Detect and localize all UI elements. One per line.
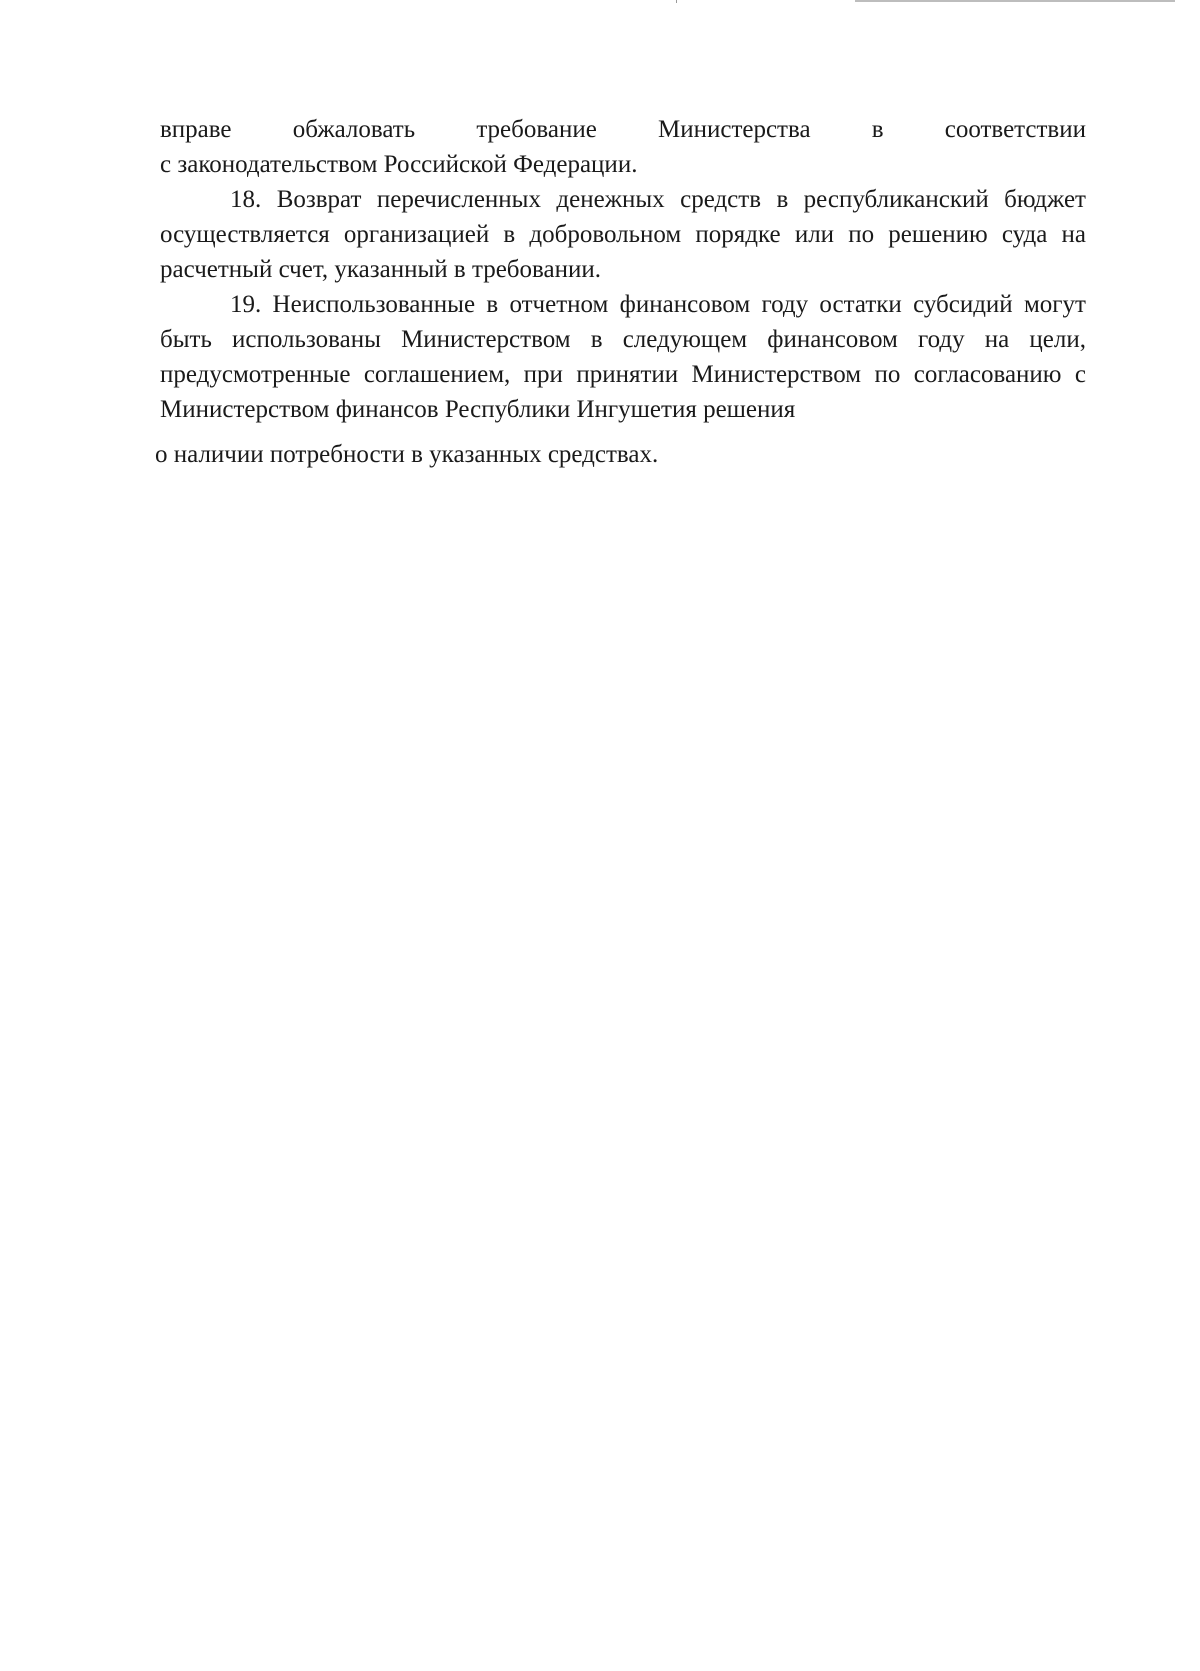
paragraph-19: 19. Неиспользованные в отчетном финансовом году остатки субсидий могут быть использованы Министерством в следующем финансовом году на цели, предусмотренные соглашением, при принятии Министерством по согласованию с Министерством финансов Республики Ингушетия решения [160, 291, 1086, 423]
continuation-line-1: вправе обжаловать требование Министерства в соответствии [160, 116, 1086, 143]
scan-tick [676, 0, 677, 3]
paragraph-18: 18. Возврат перечисленных денежных средств в республиканский бюджет осуществляется организацией в добровольном порядке или по решению суда на расчетный счет, указанный в требовании. [160, 186, 1086, 283]
line-gap [160, 427, 1086, 437]
document-body [155, 112, 1086, 472]
paragraph-continuation [160, 112, 1086, 182]
continuation-line-2: с законодательством Российской Федерации. [160, 151, 638, 178]
scan-edge-top [855, 0, 1175, 2]
paragraph-19-last-line: о наличии потребности в указанных средствах. [155, 441, 659, 468]
